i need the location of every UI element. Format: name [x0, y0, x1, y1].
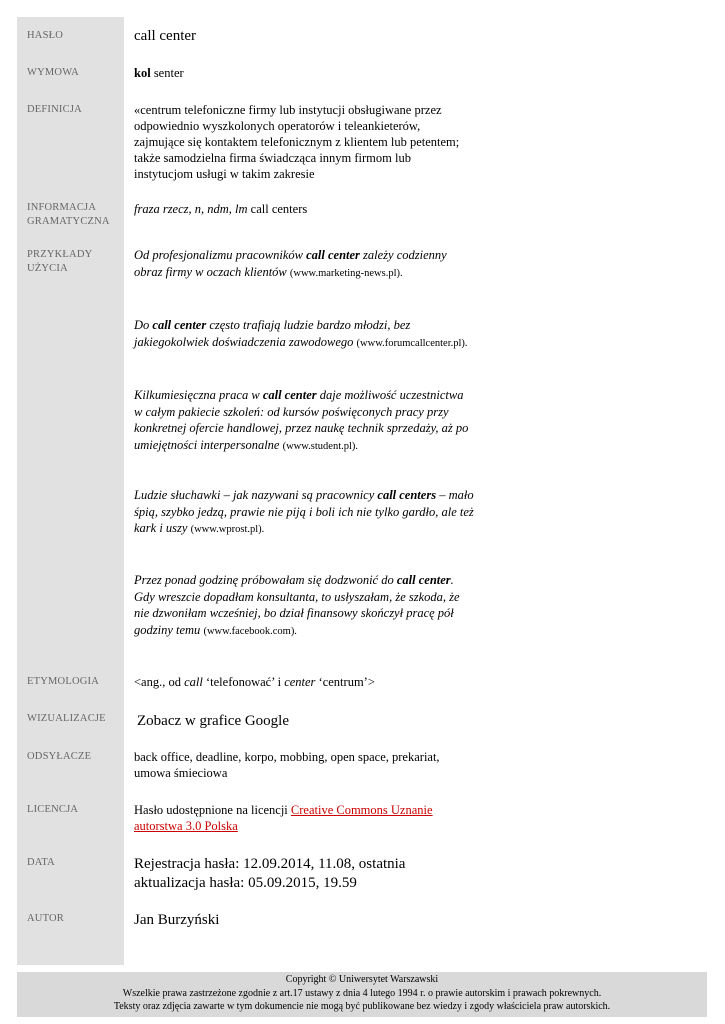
- label-definicja: DEFINICJA: [27, 104, 82, 115]
- footer-line: Copyright © Uniwersytet Warszawski: [285, 974, 439, 985]
- date-line: Rejestracja hasła: 12.09.2014, 11.08, ostatnia: [134, 856, 406, 872]
- etymology-word: center: [284, 675, 316, 689]
- pronunciation-bold: ko: [134, 66, 148, 80]
- label-line: PRZYKŁADY: [27, 249, 93, 260]
- example-headword: call center: [152, 318, 207, 332]
- google-images-link[interactable]: Zobacz w grafice Google: [137, 713, 290, 729]
- definition-line: zajmujące się kontaktem telefonicznym z klientem lub petentem;: [134, 135, 460, 149]
- example-text: daje możliwość uczestnictwa w całym pakiecie szkoleń: od kursów poświęconych pracy przy konkretnej ofercie handlowej, przez naukę technik sprzedaży, aż po umiejętności interpersonalne: [134, 388, 469, 452]
- definition-line: instytucjom usługi w takim zakresie: [134, 167, 315, 181]
- license-text: Hasło udostępnione na licencji: [134, 803, 291, 817]
- example-source: www.wprost.pl: [194, 524, 259, 535]
- label-informacja-gramatyczna: [27, 201, 110, 229]
- label-line: INFORMACJA: [27, 202, 97, 213]
- etymology-text: ‘telefonować’ i: [202, 675, 285, 689]
- copyright-footer: [17, 972, 707, 1017]
- author: Jan Burzyński: [134, 912, 220, 928]
- example-headword: call centers: [377, 488, 437, 502]
- grammar-info: [134, 201, 307, 217]
- label-data: DATA: [27, 857, 55, 868]
- label-licencja: LICENCJA: [27, 804, 79, 815]
- cross-references-line[interactable]: umowa śmieciowa: [134, 766, 228, 780]
- example-text: zależy codzienny obraz firmy w oczach klientów: [134, 248, 447, 279]
- label-autor: AUTOR: [27, 913, 64, 924]
- etymology-text: <ang., od: [134, 675, 185, 689]
- example-text: Kilkumiesięczna praca w: [134, 388, 263, 402]
- grammar-italic: fraza rzecz, n, ndm, lm: [134, 202, 248, 216]
- license: [134, 802, 433, 834]
- usage-example-1: Od profesjonalizmu pracowników call center zależy codzienny obraz firmy w oczach klientów (www.marketing-news.pl).: [134, 248, 447, 279]
- label-column: [17, 17, 124, 965]
- grammar-plural: call centers: [247, 202, 308, 216]
- date-line: aktualizacja hasła: 05.09.2015, 19.59: [134, 875, 357, 891]
- dates: [134, 855, 405, 893]
- etymology-text: ‘centrum’>: [315, 675, 375, 689]
- label-przyklady-uzycia: [27, 248, 92, 276]
- example-text: . Gdy wreszcie dopadłam konsultanta, to usłyszałam, że szkoda, że nie dzwoniłam wcześniej, bo dział finansowy skończył pracę pół godziny temu: [134, 573, 460, 637]
- license-link[interactable]: Creative Commons Uznanie: [290, 803, 433, 817]
- definition: [134, 102, 459, 182]
- definition-line: także samodzielna firma świadcząca innym firmom lub: [134, 151, 411, 165]
- definition-line: odpowiednio wyszkolonych operatorów i teleankieterów,: [134, 119, 421, 133]
- usage-example-3: Kilkumiesięczna praca w call center daje możliwość uczestnictwa w całym pakiecie szkoleń: od kursów poświęconych pracy przy konkretnej ofercie handlowej, przez naukę technik sprzedaży, aż po umiejętności interpersonalne (www.student.pl).: [134, 388, 469, 452]
- label-etymologia: ETYMOLOGIA: [27, 676, 99, 687]
- example-text: Przez ponad godzinę próbowałam się dodzwonić do: [134, 573, 397, 587]
- cross-references: [134, 749, 440, 781]
- pronunciation: [134, 65, 184, 81]
- footer-line: Teksty oraz zdjęcia zawarte w tym dokumencie nie mogą być publikowane bez wiedzy i zgody właściciela praw autorskich.: [113, 1001, 611, 1012]
- label-haslo: HASŁO: [27, 30, 64, 41]
- cross-references-line[interactable]: back office, deadline, korpo, mobbing, open space, prekariat,: [134, 750, 440, 764]
- label-line: GRAMATYCZNA: [27, 216, 110, 227]
- etymology: [134, 674, 375, 690]
- example-source: www.forumcallcenter.pl: [360, 337, 462, 349]
- pronunciation-bold-l: l: [147, 66, 151, 80]
- label-wymowa: WYMOWA: [27, 67, 79, 78]
- example-headword: call center: [306, 248, 360, 262]
- usage-example-4: Ludzie słuchawki – jak nazywani są pracownicy call centers – mało śpią, szybko jedzą, prawie nie piją i boli ich nie tylko gardło, ale też kark i uszy (www.wprost.pl).: [134, 488, 474, 535]
- pronunciation-rest: senter: [150, 66, 184, 80]
- example-text: Do: [134, 318, 153, 332]
- label-wizualizacje: WIZUALIZACJE: [27, 713, 106, 724]
- example-headword: call center: [396, 573, 451, 587]
- headword: call center: [134, 28, 197, 44]
- usage-example-5: Przez ponad godzinę próbowałam się dodzwonić do call center. Gdy wreszcie dopadłam konsultanta, to usłyszałam, że szkoda, że nie dzwoniłam wcześniej, bo dział finansowy skończył pracę pół godziny temu (www.facebook.com).: [134, 573, 460, 637]
- etymology-word: call: [184, 675, 203, 689]
- label-line: UŻYCIA: [27, 263, 68, 274]
- license-link[interactable]: autorstwa 3.0 Polska: [134, 819, 238, 833]
- usage-example-2: Do call center często trafiają ludzie bardzo młodzi, bez jakiegokolwiek doświadczenia zawodowego (www.forumcallcenter.pl).: [134, 318, 468, 349]
- definition-line: «centrum telefoniczne firmy lub instytucji obsługiwane przez: [134, 103, 442, 117]
- example-headword: call center: [262, 388, 317, 402]
- footer-line: Wszelkie prawa zastrzeżone zgodnie z art.17 ustawy z dnia 4 lutego 1994 r. o prawie autorskim i prawach pokrewnych.: [122, 987, 602, 999]
- example-text: często trafiają ludzie bardzo młodzi, bez jakiegokolwiek doświadczenia zawodowego: [134, 318, 411, 349]
- example-text: Ludzie słuchawki – jak nazywani są pracownicy: [134, 488, 378, 502]
- example-source: www.student.pl: [286, 440, 352, 452]
- label-odsylacze: ODSYŁACZE: [27, 751, 92, 762]
- example-source: www.marketing-news.pl: [293, 267, 397, 279]
- example-text: – mało śpią, szybko jedzą, prawie nie piją i boli ich nie tylko gardło, ale też kark i uszy: [134, 488, 474, 535]
- example-source: www.facebook.com: [206, 625, 291, 637]
- example-text: Od profesjonalizmu pracowników: [134, 248, 307, 262]
